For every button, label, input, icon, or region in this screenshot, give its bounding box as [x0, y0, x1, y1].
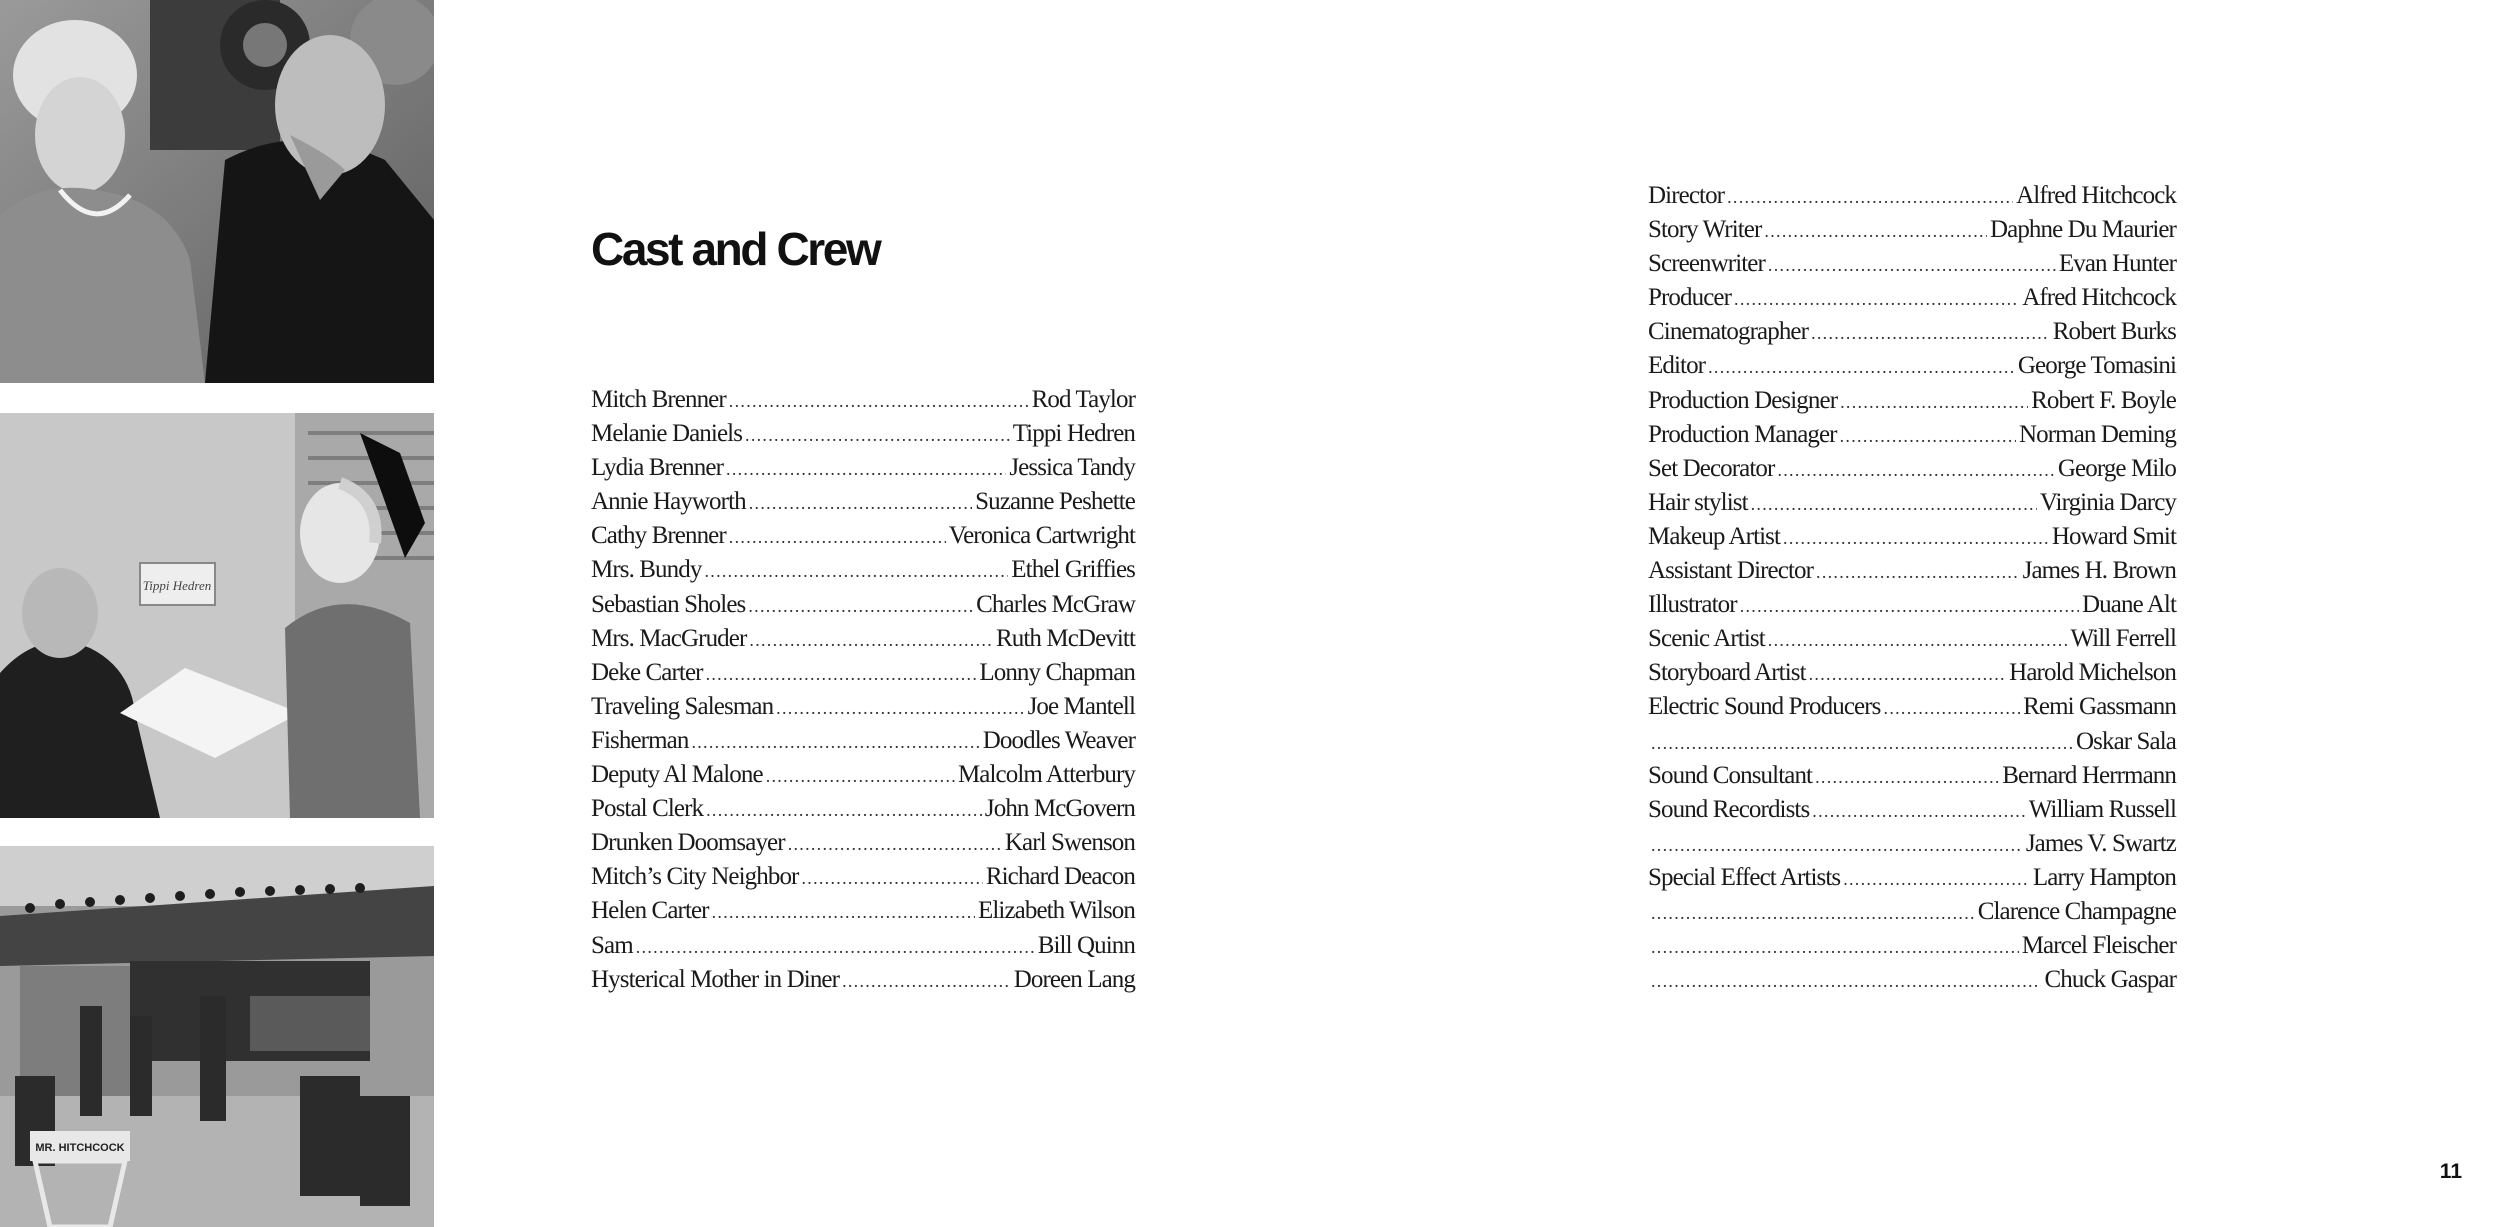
- credit-name: Robert Burks: [2052, 318, 2176, 346]
- credit-name: Robert F. Boyle: [2031, 386, 2176, 414]
- credit-role: Makeup Artist: [1648, 522, 1781, 550]
- credit-role: Illustrator: [1648, 591, 1737, 619]
- crew-row: [1648, 898, 2176, 932]
- crew-row: [1648, 557, 2176, 591]
- dot-leader: [842, 971, 1011, 992]
- credit-role: Special Effect Artists: [1648, 863, 1841, 891]
- crew-row: [1648, 932, 2176, 966]
- credit-name: Malcolm Atterbury: [957, 761, 1135, 789]
- credit-role: Screenwriter: [1648, 250, 1765, 278]
- credit-name: Ruth McDevitt: [996, 624, 1135, 652]
- dot-leader: [1751, 494, 2037, 515]
- dot-leader: [691, 732, 979, 753]
- crew-list: [1648, 182, 2176, 1000]
- cast-row: [591, 591, 1135, 625]
- credit-name: Will Ferrell: [2070, 625, 2176, 653]
- crew-row: [1648, 693, 2176, 727]
- cast-row: [591, 727, 1135, 761]
- credit-name: Norman Deming: [2018, 420, 2176, 448]
- credit-name: Harold Michelson: [2009, 659, 2176, 687]
- credit-role: Editor: [1648, 352, 1706, 380]
- credit-role: Sound Recordists: [1648, 795, 1810, 823]
- credit-role: Drunken Doomsayer: [591, 829, 785, 857]
- credit-name: Veronica Cartwright: [948, 522, 1135, 550]
- dot-leader: [1843, 869, 2030, 890]
- credit-name: Oskar Sala: [2076, 727, 2176, 755]
- credit-name: Alfred Hitchcock: [2016, 182, 2176, 209]
- cast-row: [591, 522, 1135, 556]
- cast-row: [591, 625, 1135, 659]
- credit-name: William Russell: [2028, 795, 2176, 823]
- credit-name: Joe Mantell: [1027, 692, 1135, 720]
- dressing-room-sign: Tippi Hedren: [142, 578, 212, 593]
- dot-leader: [1840, 392, 2028, 413]
- dot-leader: [1815, 767, 1999, 788]
- crew-row: [1648, 966, 2176, 1000]
- dot-leader: [1651, 733, 2073, 754]
- dot-leader: [1764, 221, 1987, 242]
- dot-leader: [1811, 323, 2050, 344]
- credit-name: Tippi Hedren: [1012, 420, 1135, 448]
- credit-name: Suzanne Peshette: [975, 488, 1135, 516]
- dot-leader: [1884, 698, 2021, 719]
- cast-row: [591, 966, 1135, 1000]
- crew-row: [1648, 830, 2176, 864]
- crew-row: [1648, 864, 2176, 898]
- crew-row: [1648, 250, 2176, 284]
- dot-leader: [1840, 426, 2016, 447]
- credit-name: James V. Swartz: [2025, 829, 2176, 857]
- director-chair-label: MR. HITCHCOCK: [35, 1142, 125, 1154]
- credit-role: Cathy Brenner: [591, 522, 726, 550]
- credit-role: Director: [1648, 182, 1725, 209]
- cast-row: [591, 659, 1135, 693]
- cast-row: [591, 761, 1135, 795]
- crew-row: [1648, 182, 2176, 216]
- credit-name: Jessica Tandy: [1009, 454, 1135, 482]
- credit-name: Clarence Champagne: [1977, 897, 2176, 925]
- dot-leader: [1783, 528, 2049, 549]
- credit-name: Richard Deacon: [985, 863, 1135, 891]
- credit-name: Bill Quinn: [1037, 931, 1135, 959]
- credit-role: Fisherman: [591, 726, 689, 754]
- crew-row: [1648, 318, 2176, 352]
- cast-list: [591, 386, 1135, 1000]
- credit-role: Scenic Artist: [1648, 625, 1765, 653]
- dot-leader: [745, 425, 1010, 446]
- credit-role: Helen Carter: [591, 897, 709, 925]
- credit-name: John McGovern: [984, 795, 1135, 823]
- dot-leader: [749, 630, 993, 651]
- credit-role: Production Designer: [1648, 386, 1838, 414]
- cast-row: [591, 829, 1135, 863]
- credit-name: Evan Hunter: [2058, 250, 2176, 278]
- credit-role: Assistant Director: [1648, 557, 1814, 585]
- credit-role: Traveling Salesman: [591, 692, 774, 720]
- dot-leader: [749, 493, 972, 514]
- dot-leader: [748, 596, 973, 617]
- crew-row: [1648, 352, 2176, 386]
- dot-leader: [729, 391, 1029, 412]
- credit-name: George Milo: [2057, 454, 2176, 482]
- dot-leader: [712, 902, 975, 923]
- credit-name: Doreen Lang: [1013, 965, 1135, 993]
- credit-name: Duane Alt: [2082, 591, 2176, 619]
- credit-role: Sebastian Sholes: [591, 590, 746, 618]
- dot-leader: [1708, 357, 2015, 378]
- credit-role: Set Decorator: [1648, 454, 1775, 482]
- dot-leader: [1816, 562, 2020, 583]
- dot-leader: [1768, 255, 2056, 276]
- credit-name: Daphne Du Maurier: [1989, 216, 2176, 244]
- dot-leader: [766, 766, 955, 787]
- cast-row: [591, 795, 1135, 829]
- credit-name: Bernard Herrmann: [2002, 761, 2176, 789]
- credit-role: Postal Clerk: [591, 795, 704, 823]
- credit-role: Cinematographer: [1648, 318, 1809, 346]
- crew-row: [1648, 523, 2176, 557]
- cast-row: [591, 897, 1135, 931]
- dot-leader: [706, 800, 982, 821]
- crew-row: [1648, 387, 2176, 421]
- dot-leader: [1777, 460, 2054, 481]
- credit-role: Producer: [1648, 284, 1732, 312]
- cast-row: [591, 488, 1135, 522]
- credit-role: Hair stylist: [1648, 488, 1748, 516]
- credit-role: Deputy Al Malone: [591, 761, 763, 789]
- credit-name: Marcel Fleischer: [2021, 932, 2176, 960]
- credit-name: Afred Hitchcock: [2022, 284, 2176, 312]
- crew-row: [1648, 728, 2176, 762]
- credit-role: Deke Carter: [591, 658, 703, 686]
- cast-row: [591, 454, 1135, 488]
- dot-leader: [1809, 664, 2007, 685]
- page-title: Cast and Crew: [591, 223, 880, 275]
- dot-leader: [1651, 937, 2019, 958]
- dot-leader: [1727, 187, 2013, 208]
- credit-name: Doodles Weaver: [982, 726, 1135, 754]
- credit-role: Mitch Brenner: [591, 386, 726, 413]
- cast-row: [591, 693, 1135, 727]
- cast-row: [591, 386, 1135, 420]
- credit-role: Lydia Brenner: [591, 454, 724, 482]
- credit-role: Sam: [591, 931, 633, 959]
- credit-name: Charles McGraw: [976, 590, 1135, 618]
- dot-leader: [706, 664, 977, 685]
- crew-row: [1648, 762, 2176, 796]
- page-number: 11: [2439, 1160, 2462, 1183]
- cast-row: [591, 420, 1135, 454]
- credit-name: Chuck Gaspar: [2044, 966, 2176, 994]
- credit-role: Mitch’s City Neighbor: [591, 863, 799, 891]
- photo-hedren-with-crow: [0, 413, 434, 818]
- credit-role: Electric Sound Producers: [1648, 693, 1881, 721]
- cast-row: [591, 556, 1135, 590]
- credit-name: Elizabeth Wilson: [977, 897, 1135, 925]
- credit-role: Mrs. Bundy: [591, 556, 702, 584]
- credit-name: Rod Taylor: [1031, 386, 1135, 413]
- credit-name: Remi Gassmann: [2023, 693, 2176, 721]
- credit-name: Karl Swenson: [1004, 829, 1135, 857]
- crew-row: [1648, 284, 2176, 318]
- crew-row: [1648, 591, 2176, 625]
- crew-row: [1648, 455, 2176, 489]
- credit-role: Mrs. MacGruder: [591, 624, 747, 652]
- dot-leader: [1651, 903, 1975, 924]
- credit-name: Ethel Griffies: [1011, 556, 1135, 584]
- dot-leader: [636, 937, 1035, 958]
- dot-leader: [704, 561, 1008, 582]
- crew-row: [1648, 489, 2176, 523]
- credit-name: James H. Brown: [2022, 557, 2176, 585]
- dot-leader: [726, 459, 1006, 480]
- credit-role: Hysterical Mother in Diner: [591, 965, 840, 993]
- credit-name: Larry Hampton: [2032, 863, 2176, 891]
- credit-name: Lonny Chapman: [979, 658, 1135, 686]
- dot-leader: [801, 868, 982, 889]
- photo-hedren-hitchcock-laughing: [0, 0, 434, 383]
- credit-name: Howard Smit: [2051, 522, 2176, 550]
- credit-role: Storyboard Artist: [1648, 659, 1806, 687]
- credit-role: Sound Consultant: [1648, 761, 1813, 789]
- credit-role: Melanie Daniels: [591, 420, 743, 448]
- credit-role: Production Manager: [1648, 420, 1837, 448]
- dot-leader: [1740, 596, 2079, 617]
- dot-leader: [1651, 835, 2023, 856]
- credit-name: Virginia Darcy: [2039, 488, 2176, 516]
- crew-row: [1648, 625, 2176, 659]
- dot-leader: [1768, 630, 2068, 651]
- photo-film-set-birds-on-roof: [0, 846, 434, 1227]
- cast-row: [591, 932, 1135, 966]
- dot-leader: [788, 834, 1002, 855]
- crew-row: [1648, 421, 2176, 455]
- credit-role: Story Writer: [1648, 216, 1762, 244]
- dot-leader: [1651, 971, 2041, 992]
- crew-row: [1648, 659, 2176, 693]
- crew-row: [1648, 796, 2176, 830]
- dot-leader: [1812, 801, 2025, 822]
- dot-leader: [1734, 289, 2019, 310]
- crew-row: [1648, 216, 2176, 250]
- credit-name: George Tomasini: [2017, 352, 2176, 380]
- dot-leader: [776, 698, 1024, 719]
- credit-role: Annie Hayworth: [591, 488, 746, 516]
- dot-leader: [729, 527, 946, 548]
- cast-row: [591, 863, 1135, 897]
